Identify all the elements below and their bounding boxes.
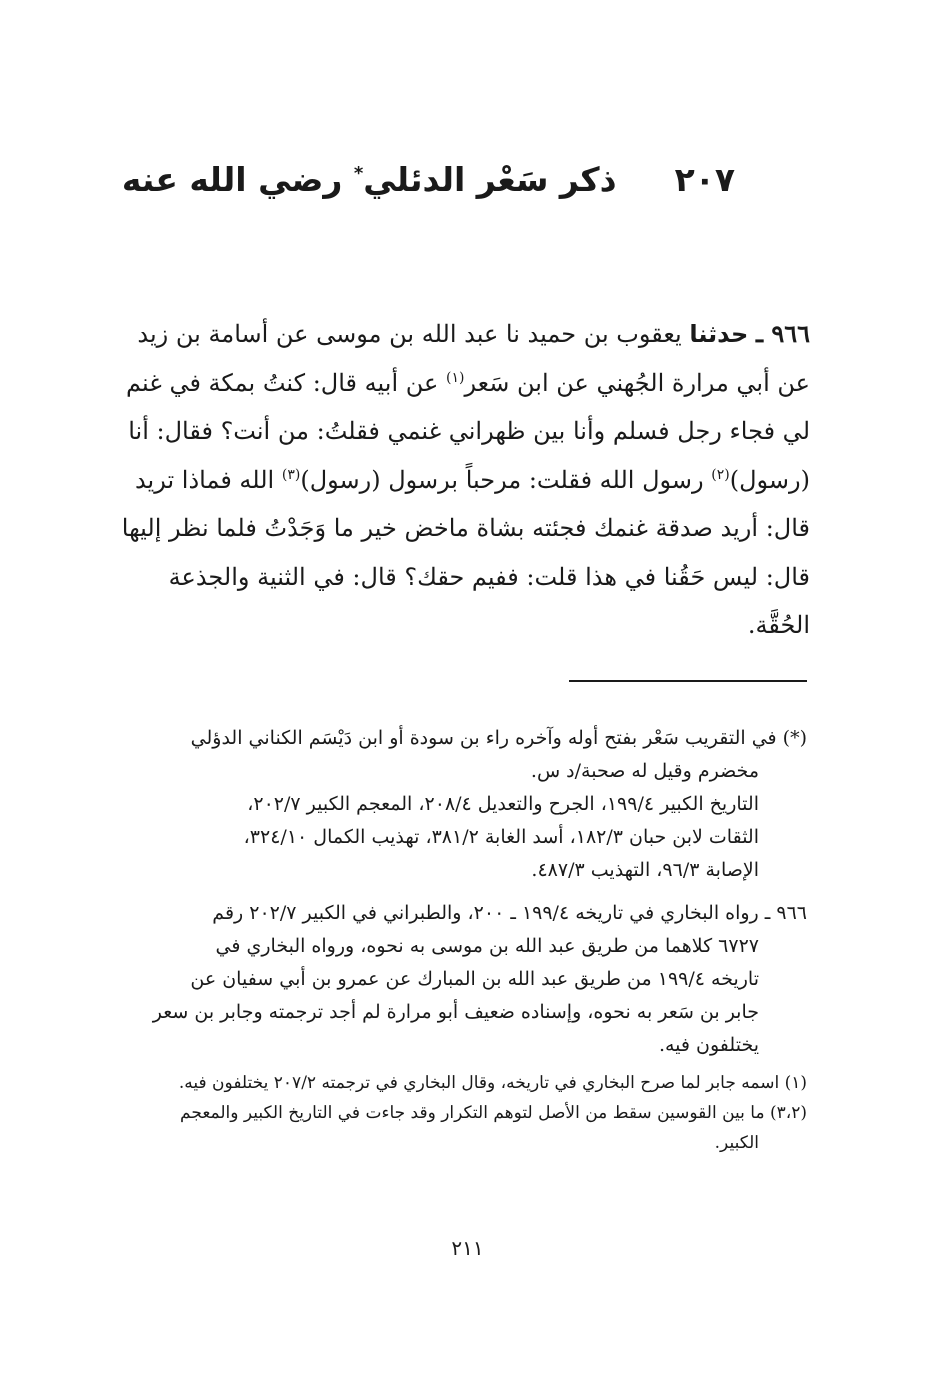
- footnote-ref-1: (١): [445, 369, 465, 386]
- footnote-966-line: ٦٧٢٧ كلاهما من طريق عبد الله بن موسى به نحوه، ورواه البخاري في: [215, 935, 759, 957]
- footnote-966-line: يختلفون فيه.: [658, 1034, 759, 1056]
- hadith-number: ٩٦٦ ـ: [755, 319, 810, 348]
- footnote-2-3-cont: الكبير.: [714, 1133, 759, 1153]
- chapter-number: ٢٠٧: [674, 160, 735, 199]
- footnote-star-line: مخضرم وقيل له صحبة/د س.: [530, 760, 759, 782]
- footnote-star-line: (*) في التقريب سَعْر بفتح أوله وآخره راء بن سودة أو ابن دَيْسَم الكناني الدؤلي: [190, 727, 807, 749]
- footnote-separator: [569, 680, 807, 682]
- footnote-star-line: الثقات لابن حبان ١٨٢/٣، أسد الغابة ٣٨١/٢، تهذيب الكمال ٣٢٤/١٠،: [243, 826, 759, 848]
- footnote-ref-3: (٣): [281, 466, 301, 483]
- footnote-ref-2: (٢): [711, 466, 730, 483]
- hadith-lead-word: حدثنا: [689, 320, 749, 348]
- chapter-heading: [121, 160, 735, 199]
- footnote-1: (١) اسمه جابر لما صرح البخاري في تاريخه، وقال البخاري في ترجمته ٢٠٧/٢ يختلفون فيه.: [178, 1073, 807, 1093]
- footnote-2-3: (٣،٢) ما بين القوسين سقط من الأصل لتوهم التكرار وقد جاءت في التاريخ الكبير والمعجم: [180, 1103, 807, 1123]
- hadith-paragraph: ٩٦٦ ـ حدثنا يعقوب بن حميد نا عبد الله بن موسى عن أسامة بن زيد عن أبي مرارة الجُهني عن ابن سَعر$^{(١)}$ عن أبيه قال: كنتُ بمكة في غنم لي فجاء رجل فسلم وأنا بين ظهراني غنمي فقلتُ: من أنت؟ فقال: أنا (رسول)$^{(٢)}$ رسول الله فقلت: مرحباً برسول (رسول)$^{(٣)}$ الله فماذا تريد قال: أريد صدقة غنمك فجئته بشاة ماخض خير ما وَجَدْتُ فلما نظر إليها قال: ليس حَقُنا في هذا قلت: ففيم حقك؟ قال: في الثنية والجذعة الحُقَّة.: [121, 319, 810, 639]
- page-number: ٢١١: [451, 1236, 484, 1260]
- footnote-966-line: جابر بن سَعر به نحوه، وإسناده ضعيف أبو مرارة لم أجد ترجمته وجابر بن سعر: [152, 1001, 759, 1023]
- title-footnote-mark: *: [353, 163, 364, 184]
- footnotes: [125, 722, 807, 1158]
- footnote-star-line: الإصابة ٩٦/٣، التهذيب ٤٨٧/٣.: [531, 859, 759, 881]
- footnote-966-line: تاريخه ١٩٩/٤ من طريق عبد الله بن المبارك عن عمرو بن أبي سفيان عن: [190, 968, 759, 990]
- footnote-966-line: ٩٦٦ ـ رواه البخاري في تاريخه ١٩٩/٤ ـ ٢٠٠، والطبراني في الكبير ٢٠٢/٧ رقم: [212, 902, 807, 924]
- hadith-text: [120, 310, 810, 650]
- chapter-title: ذكر سَعْر الدئلي* رضي الله عنه: [121, 160, 617, 199]
- footnote-star-line: التاريخ الكبير ١٩٩/٤، الجرح والتعديل ٢٠٨/٤، المعجم الكبير ٢٠٢/٧،: [247, 793, 759, 815]
